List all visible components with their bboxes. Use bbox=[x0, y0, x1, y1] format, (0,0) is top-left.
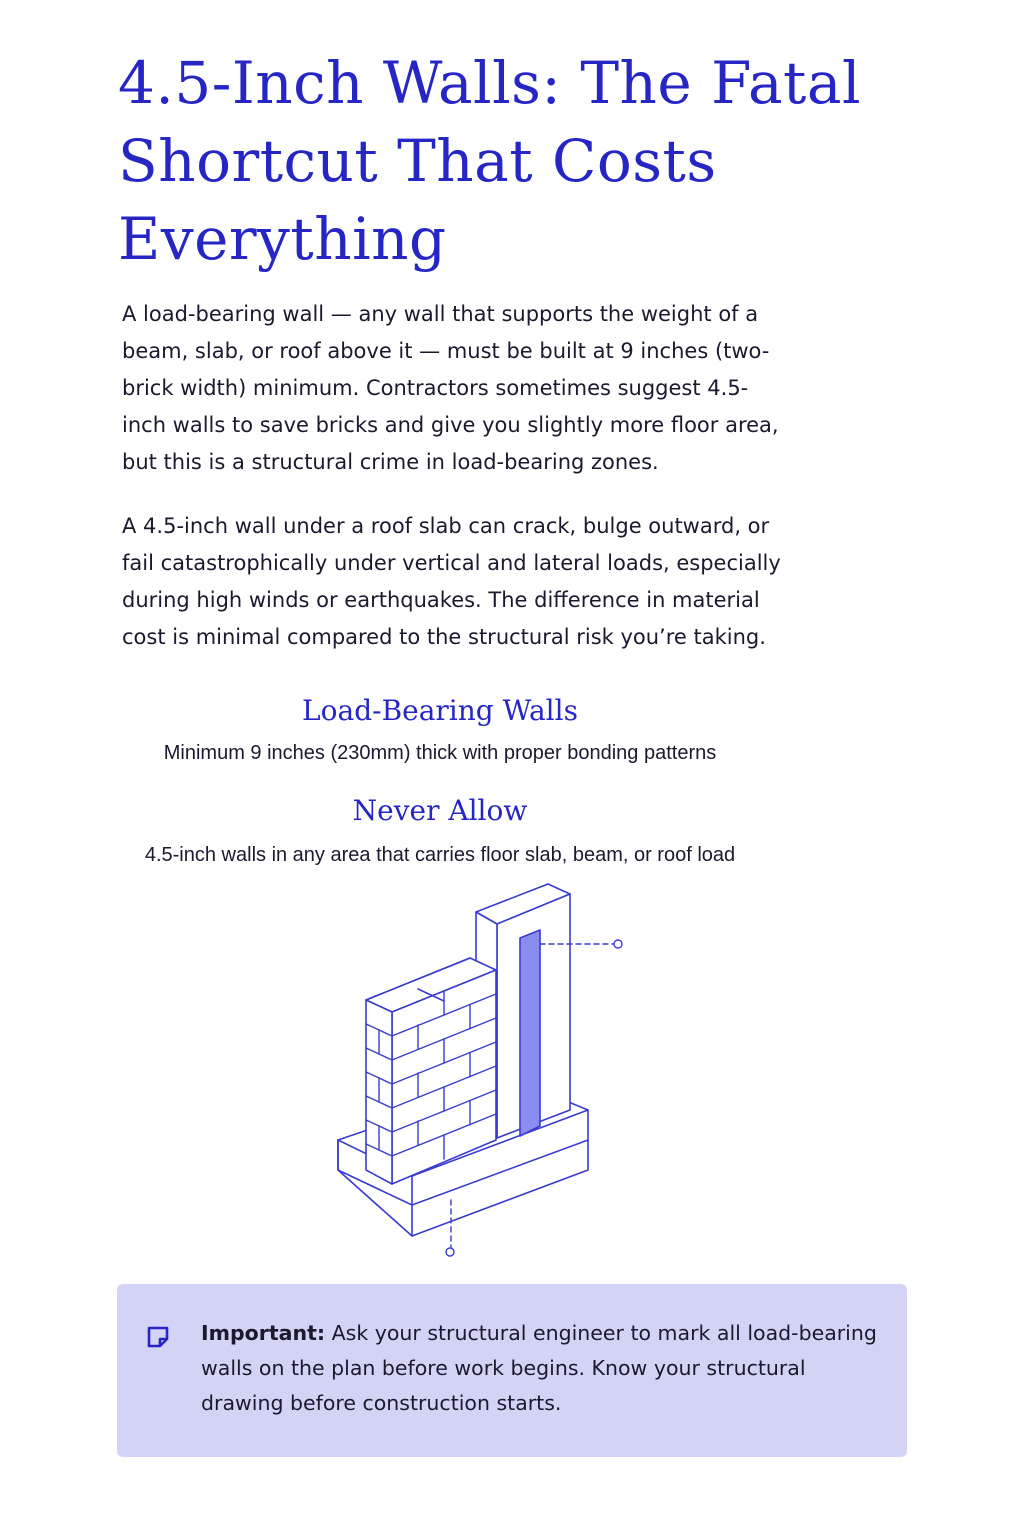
page-title: 4.5-Inch Walls: The Fatal Shortcut That Costs Everything bbox=[118, 49, 861, 273]
never-allow-heading: Never Allow bbox=[352, 794, 528, 827]
callout-body: Ask your structural engineer to mark all load-bearing walls on the plan before work begins. Know your structural drawing before construction starts. bbox=[201, 1321, 877, 1415]
load-bearing-heading: Load-Bearing Walls bbox=[302, 694, 578, 727]
brick-wall-isometric-illustration bbox=[326, 872, 646, 1264]
load-bearing-text: Minimum 9 inches (230mm) thick with proper bonding patterns bbox=[163, 742, 717, 764]
callout-text bbox=[201, 1316, 881, 1421]
intro-paragraph: A load-bearing wall — any wall that supports the weight of a beam, slab, or roof above it — must be built at 9 inches (two-brick width) minimum. Contractors sometimes suggest 4.5-inch walls to save bricks and give you slightly more floor area, but this is a structural crime in load-bearing zones. bbox=[122, 302, 779, 474]
risk-paragraph: A 4.5-inch wall under a roof slab can crack, bulge outward, or fail catastrophically under vertical and lateral loads, especially during high winds or earthquakes. The difference in material cost is minimal compared to the structural risk you’re taking. bbox=[122, 514, 781, 649]
important-callout bbox=[117, 1284, 907, 1457]
never-allow-text: 4.5-inch walls in any area that carries floor slab, beam, or roof load bbox=[144, 844, 736, 866]
note-icon bbox=[145, 1324, 171, 1350]
callout-label: Important: bbox=[201, 1321, 326, 1345]
